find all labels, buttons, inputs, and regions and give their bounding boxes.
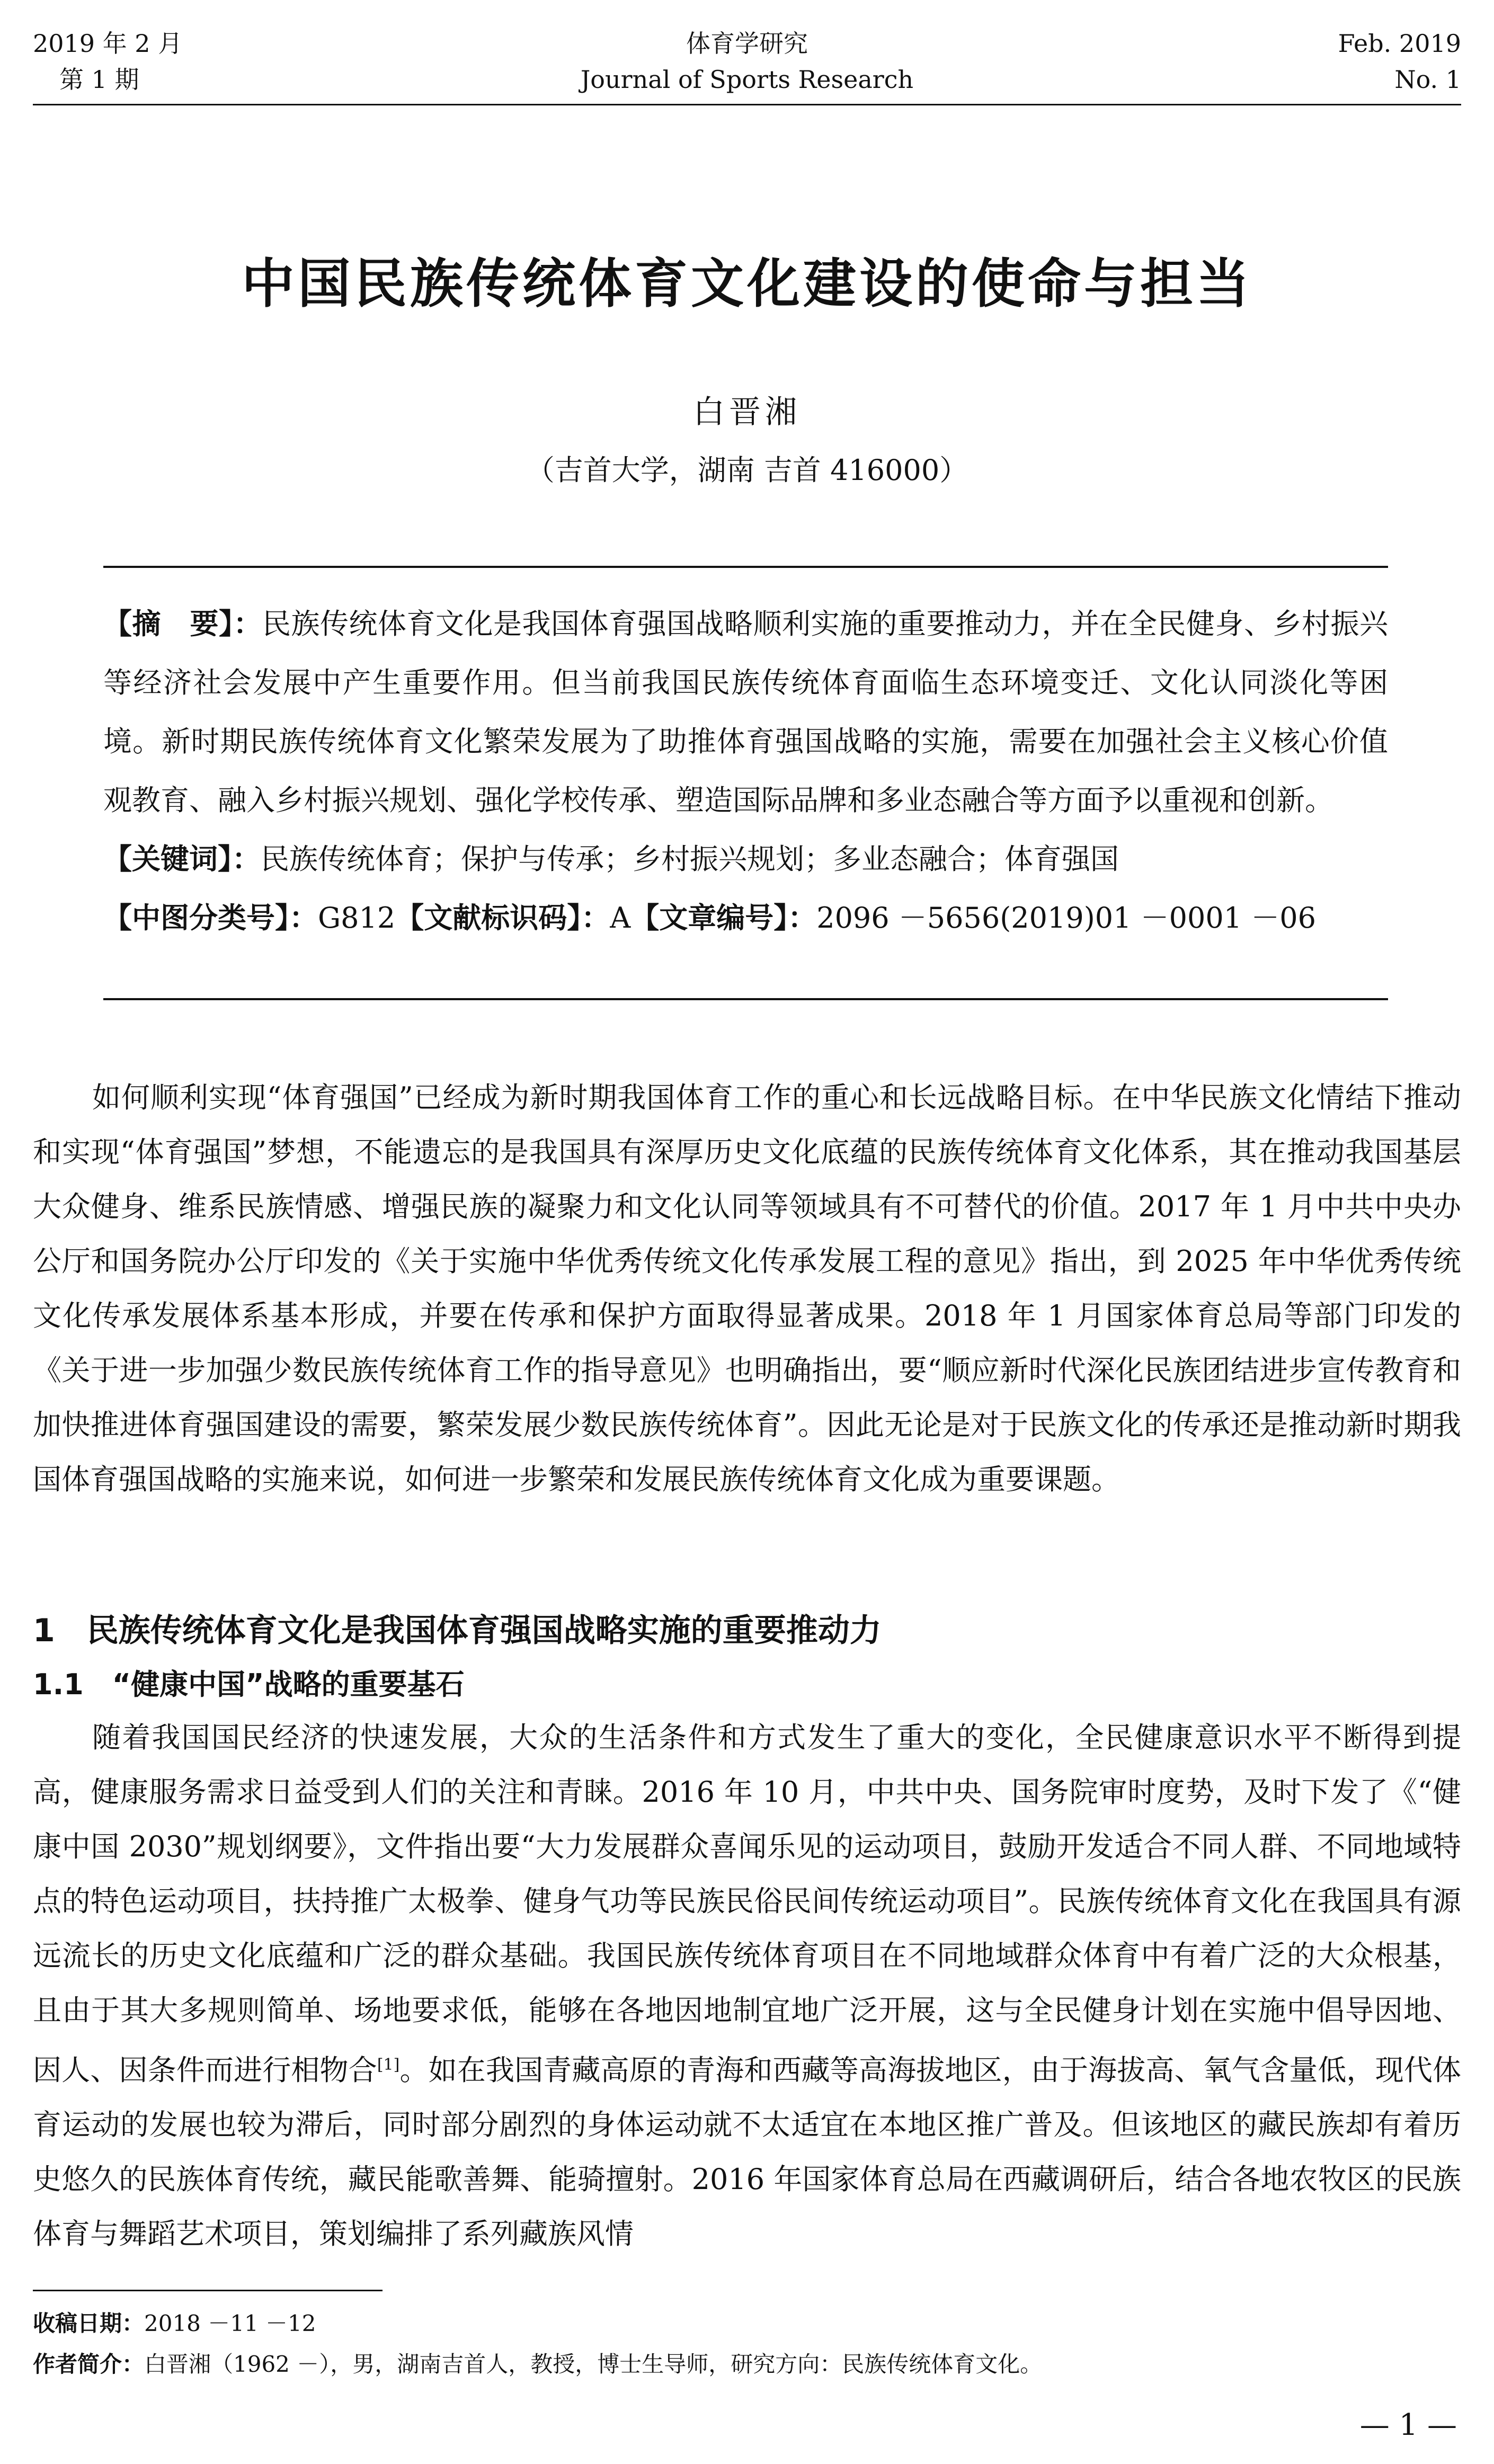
author-bio-value: 白晋湘（1962 －），男，湖南吉首人，教授，博士生导师，研究方向：民族传统体育文化。 (144, 2351, 1043, 2377)
clc-label: 【中图分类号】： (103, 901, 318, 935)
page-number: — 1 — (1359, 2408, 1457, 2442)
abstract-bottom-divider (103, 998, 1388, 1000)
author-bio-label: 作者简介： (33, 2351, 145, 2377)
journal-name-block (0, 25, 1494, 97)
section-1-heading: 1 民族传统体育文化是我国体育强国战略实施的重要推动力 (33, 1612, 882, 1649)
received-label: 收稿日期： (33, 2310, 145, 2336)
abstract-block (103, 594, 1388, 947)
article-number-value: 2096 －5656(2019)01 －0001 －06 (816, 901, 1316, 935)
section-1-1-paragraph (33, 1710, 1461, 2261)
header-divider (33, 104, 1461, 105)
section-1-1-text-part1: 随着我国国民经济的快速发展，大众的生活条件和方式发生了重大的变化，全民健康意识水平不断得到提高，健康服务需求日益受到人们的关注和青睐。2016 年 10 月，中共中央、国务院审时度势，及时下发了《“健康中国 2030”规划纲要》，文件指出要“大力发展群众喜闻乐见的运动项目，鼓励开发适合不同人群、不同地域特点的特色运动项目，扶持推广太极拳、健身气功等民族民俗民间传统运动项目”。民族传统体育文化在我国具有源远流长的历史文化底蕴和广泛的群众基础。我国民族传统体育项目在不同地域群众体育中有着广泛的大众根基，且由于其大多规则简单、场地要求低，能够在各地因地制宜地广泛开展，这与全民健身计划在实施中倡导因地、因人、因条件而进行相物合 (33, 1721, 1461, 2087)
author-affiliation: （吉首大学，湖南 吉首 416000） (526, 453, 968, 487)
intro-section (33, 1070, 1461, 1507)
section-1-1-text-part2: 。如在我国青藏高原的青海和西藏等高海拔地区，由于海拔高、氧气含量低，现代体育运动的发展也较为滞后，同时部分剧烈的身体运动就不太适宜在本地区推广普及。但该地区的藏民族却有着历史悠久的民族体育传统，藏民能歌善舞、能骑擅射。2016 年国家体育总局在西藏调研后，结合各地农牧区的民族体育与舞蹈艺术项目，策划编排了系列藏族风情 (33, 2053, 1462, 2250)
footnote-divider (33, 2290, 383, 2291)
received-date (33, 2306, 316, 2338)
intro-paragraph: 如何顺利实现“体育强国”已经成为新时期我国体育工作的重心和长远战略目标。在中华民族文化情结下推动和实现“体育强国”梦想，不能遗忘的是我国具有深厚历史文化底蕴的民族传统体育文化体系，其在推动我国基层大众健身、维系民族情感、增强民族的凝聚力和文化认同等领域具有不可替代的价值。2017 年 1 月中共中央办公厅和国务院办公厅印发的《关于实施中华优秀传统文化传承发展工程的意见》指出，到 2025 年中华优秀传统文化传承发展体系基本形成，并要在传承和保护方面取得显著成果。2018 年 1 月国家体育总局等部门印发的《关于进一步加强少数民族传统体育工作的指导意见》也明确指出，要“顺应新时代深化民族团结进步宣传教育和加快推进体育强国建设的需要，繁荣发展少数民族传统体育”。因此无论是对于民族文化的传承还是推动新时期我国体育强国战略的实施来说，如何进一步繁荣和发展民族传统体育文化成为重要课题。 (33, 1081, 1461, 1496)
abstract-top-divider (103, 566, 1388, 568)
journal-date-en: Feb. 2019 (1338, 29, 1461, 58)
abstract-label: 【摘 要】： (103, 607, 262, 641)
author-bio (33, 2347, 1042, 2379)
keywords (103, 830, 1388, 888)
journal-date: 2019 年 2 月 (33, 29, 183, 58)
doc-code-label: 【文献标识码】： (395, 901, 610, 935)
abstract-text: 民族传统体育文化是我国体育强国战略顺利实施的重要推动力，并在全民健身、乡村振兴等经济社会发展中产生重要作用。但当前我国民族传统体育面临生态环境变迁、文化认同淡化等困境。新时期民族传统体育文化繁荣发展为了助推体育强国战略的实施，需要在加强社会主义核心价值观教育、融入乡村振兴规划、强化学校传承、塑造国际品牌和多业态融合等方面予以重视和创新。 (103, 607, 1388, 817)
received-value: 2018 －11 －12 (144, 2310, 316, 2336)
journal-name-cn: 体育学研究 (686, 29, 808, 58)
clc-value: G812 (318, 901, 396, 935)
keywords-text: 民族传统体育；保护与传承；乡村振兴规划；多业态融合；体育强国 (261, 842, 1119, 876)
journal-issue-en: No. 1 (1394, 65, 1461, 94)
abstract (103, 594, 1388, 830)
article-number-label: 【文章编号】： (630, 901, 817, 935)
journal-issue: 第 1 期 (59, 65, 139, 94)
doc-code-value: A (610, 901, 631, 935)
article-title: 中国民族传统体育文化建设的使命与担当 (242, 253, 1252, 315)
classification-line (103, 888, 1388, 947)
section-1-1-heading: 1.1 “健康中国”战略的重要基石 (33, 1668, 465, 1701)
journal-name-en: Journal of Sports Research (580, 65, 914, 94)
section-1-1-body (33, 1710, 1461, 2261)
journal-date-en-block (1338, 25, 1461, 97)
keywords-label: 【关键词】： (103, 842, 261, 876)
article-author: 白晋湘 (693, 394, 801, 431)
citation-ref: [1] (377, 2056, 400, 2074)
